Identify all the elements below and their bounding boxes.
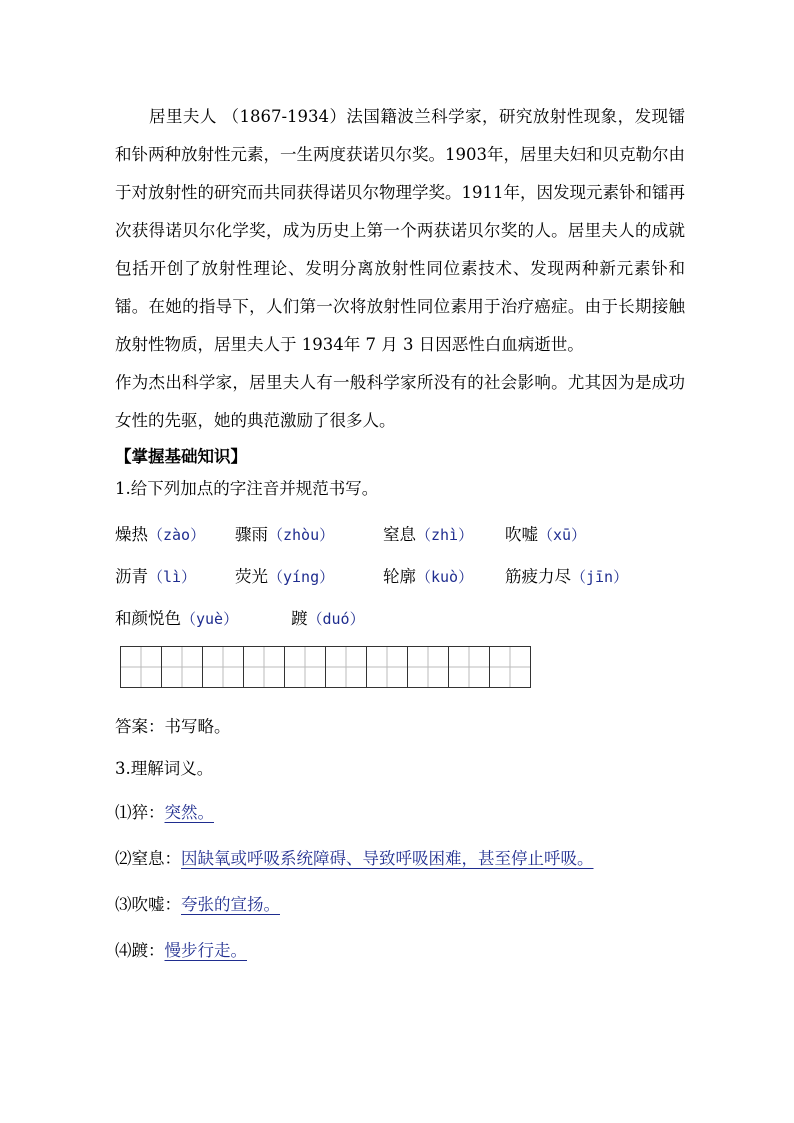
word-item: 窒息（zhì） [383,525,474,544]
writing-cell[interactable] [448,646,490,688]
writing-cell[interactable] [325,646,367,688]
question-3: 3.理解词义。 [115,759,214,778]
intro-paragraph-2: 作为杰出科学家，居里夫人有一般科学家所没有的社会影响。尤其因为是成功女性的先驱，她的典范激励了很多人。 [115,373,685,430]
writing-cell[interactable] [366,646,408,688]
word-item: 和颜悦色（yuè） [115,609,239,628]
word-item: 踱（duó） [291,609,365,628]
word-row [115,598,685,640]
word-item: 沥青（lì） [115,567,197,586]
word-item: 燥热（zào） [115,525,206,544]
document-page [115,98,685,974]
word-item: 轮廓（kuò） [383,567,474,586]
writing-cell[interactable] [120,646,162,688]
section-heading: 【掌握基础知识】 [115,447,247,466]
word-row [115,556,685,598]
definition-item: ⑵窒息：因缺氧或呼吸系统障碍、导致呼吸困难，甚至停止呼吸。 [115,849,594,868]
writing-cell[interactable] [202,646,244,688]
writing-cell[interactable] [489,646,531,688]
writing-grid [120,646,685,688]
intro-paragraph: 居里夫人 （1867-1934）法国籍波兰科学家，研究放射性现象，发现镭和钋两种放射性元素，一生两度获诺贝尔奖。1903年，居里夫妇和贝克勒尔由于对放射性的研究而共同获得诺贝尔物理学奖。1911年，因发现元素钋和镭再次获得诺贝尔化学奖，成为历史上第一个两获诺贝尔奖的人。居里夫人的成就包括开创了放射性理论、发明分离放射性同位素技术、发现两种新元素钋和镭。在她的指导下，人们第一次将放射性同位素用于治疗癌症。由于长期接触放射性物质，居里夫人于 1934年 7 月 3 日因恶性白血病逝世。 [115,107,685,354]
writing-cell[interactable] [243,646,285,688]
definition-list [115,790,685,974]
word-item: 荧光（yíng） [235,567,335,586]
answer-1: 答案：书写略。 [115,717,231,736]
definition-item: ⑷踱：慢步行走。 [115,941,247,960]
word-row [115,514,685,556]
pinyin-word-list [115,514,685,640]
writing-cell[interactable] [407,646,449,688]
definition-item: ⑴猝：突然。 [115,803,214,822]
writing-cell[interactable] [161,646,203,688]
word-item: 吹嘘（xū） [505,525,587,544]
word-item: 骤雨（zhòu） [235,525,335,544]
word-item: 筋疲力尽（jīn） [505,567,629,586]
definition-item: ⑶吹嘘：夸张的宣扬。 [115,895,280,914]
writing-cell[interactable] [284,646,326,688]
question-1: 1.给下列加点的字注音并规范书写。 [115,479,379,498]
